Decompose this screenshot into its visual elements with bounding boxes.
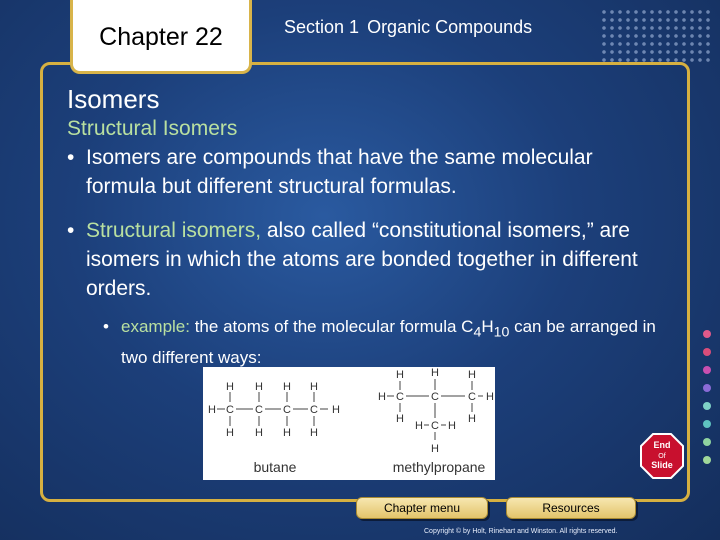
- hydrogen-atom: H: [468, 369, 476, 381]
- section-number: Section 1: [284, 17, 360, 37]
- hydrogen-atom: H: [255, 381, 263, 393]
- carbon-atom: C: [255, 404, 263, 416]
- hydrogen-atom: H: [283, 381, 291, 393]
- subscript: 10: [493, 324, 510, 341]
- hydrogen-atom: H: [332, 404, 340, 416]
- hydrogen-atom: H: [310, 427, 318, 439]
- hydrogen-atom: H: [208, 404, 216, 416]
- hydrogen-atom: H: [226, 427, 234, 439]
- section-heading: [284, 17, 540, 38]
- hydrogen-atom: H: [283, 427, 291, 439]
- hydrogen-atom: H: [396, 413, 404, 425]
- sub-bullet-item: [103, 314, 673, 370]
- butane-label: butane: [253, 459, 297, 475]
- bullet-dot: •: [67, 146, 75, 169]
- chapter-menu-button[interactable]: Chapter menu: [356, 497, 488, 519]
- carbon-atom: C: [226, 404, 234, 416]
- side-dot: [703, 420, 711, 428]
- side-dot: [703, 384, 711, 392]
- side-dot: [703, 330, 711, 338]
- carbon-atom: C: [431, 391, 439, 403]
- hydrogen-atom: H: [448, 420, 456, 432]
- end-of-slide-icon[interactable]: [640, 433, 684, 479]
- sub-bullet-text: [103, 314, 673, 370]
- carbon-atom: C: [283, 404, 291, 416]
- bullet-text: Isomers are compounds that have the same molecular formula but different structural formulas.: [86, 146, 593, 198]
- of-text: Of: [658, 453, 666, 460]
- hydrogen-atom: H: [396, 369, 404, 381]
- bullet-item: [67, 216, 677, 303]
- carbon-atom: C: [396, 391, 404, 403]
- hydrogen-atom: H: [255, 427, 263, 439]
- carbon-atom: C: [468, 391, 476, 403]
- carbon-atom: C: [431, 420, 439, 432]
- side-dots: [700, 330, 714, 474]
- slide-subtitle: Structural Isomers: [67, 117, 238, 140]
- bullet-text: [67, 216, 677, 303]
- hydrogen-atom: H: [226, 381, 234, 393]
- chapter-label: Chapter 22: [99, 23, 223, 51]
- hydrogen-atom: H: [486, 391, 494, 403]
- section-title: Organic Compounds: [367, 17, 533, 37]
- hydrogen-atom: H: [415, 420, 423, 432]
- bullet-dot: •: [67, 219, 75, 242]
- chapter-tab: [70, 0, 252, 74]
- side-dot: [703, 456, 711, 464]
- hydrogen-atom: H: [431, 443, 439, 455]
- term-highlight: Structural isomers,: [86, 219, 262, 242]
- methylpropane-label: methylpropane: [392, 459, 486, 475]
- side-dot: [703, 348, 711, 356]
- resources-button[interactable]: Resources: [506, 497, 636, 519]
- decorative-dot-grid: [600, 8, 712, 66]
- structural-formula-svg: [203, 367, 495, 480]
- bullet-item: [67, 143, 667, 201]
- bullet-dot: •: [103, 317, 109, 336]
- side-dot: [703, 438, 711, 446]
- side-dot: [703, 402, 711, 410]
- bullet-body: also called “constitutional isomers,” are isomers in which the atoms are bonded together in different orders.: [86, 219, 638, 300]
- hydrogen-atom: H: [378, 391, 386, 403]
- hydrogen-atom: H: [468, 413, 476, 425]
- end-text: End: [653, 440, 671, 450]
- text-part: can be arranged in two different ways:: [121, 317, 656, 368]
- copyright-text: Copyright © by Holt, Rinehart and Winston. All rights reserved.: [424, 528, 618, 535]
- carbon-atom: C: [310, 404, 318, 416]
- subscript: 4: [473, 324, 482, 341]
- text-part: the atoms of the molecular formula C: [189, 317, 474, 336]
- slide-text: Slide: [651, 460, 673, 470]
- slide-title: Isomers: [67, 84, 160, 114]
- side-dot: [703, 366, 711, 374]
- hydrogen-atom: H: [431, 367, 439, 379]
- isomer-diagram: [203, 367, 495, 480]
- text-part: H: [481, 317, 494, 336]
- hydrogen-atom: H: [310, 381, 318, 393]
- example-label: example:: [121, 317, 190, 336]
